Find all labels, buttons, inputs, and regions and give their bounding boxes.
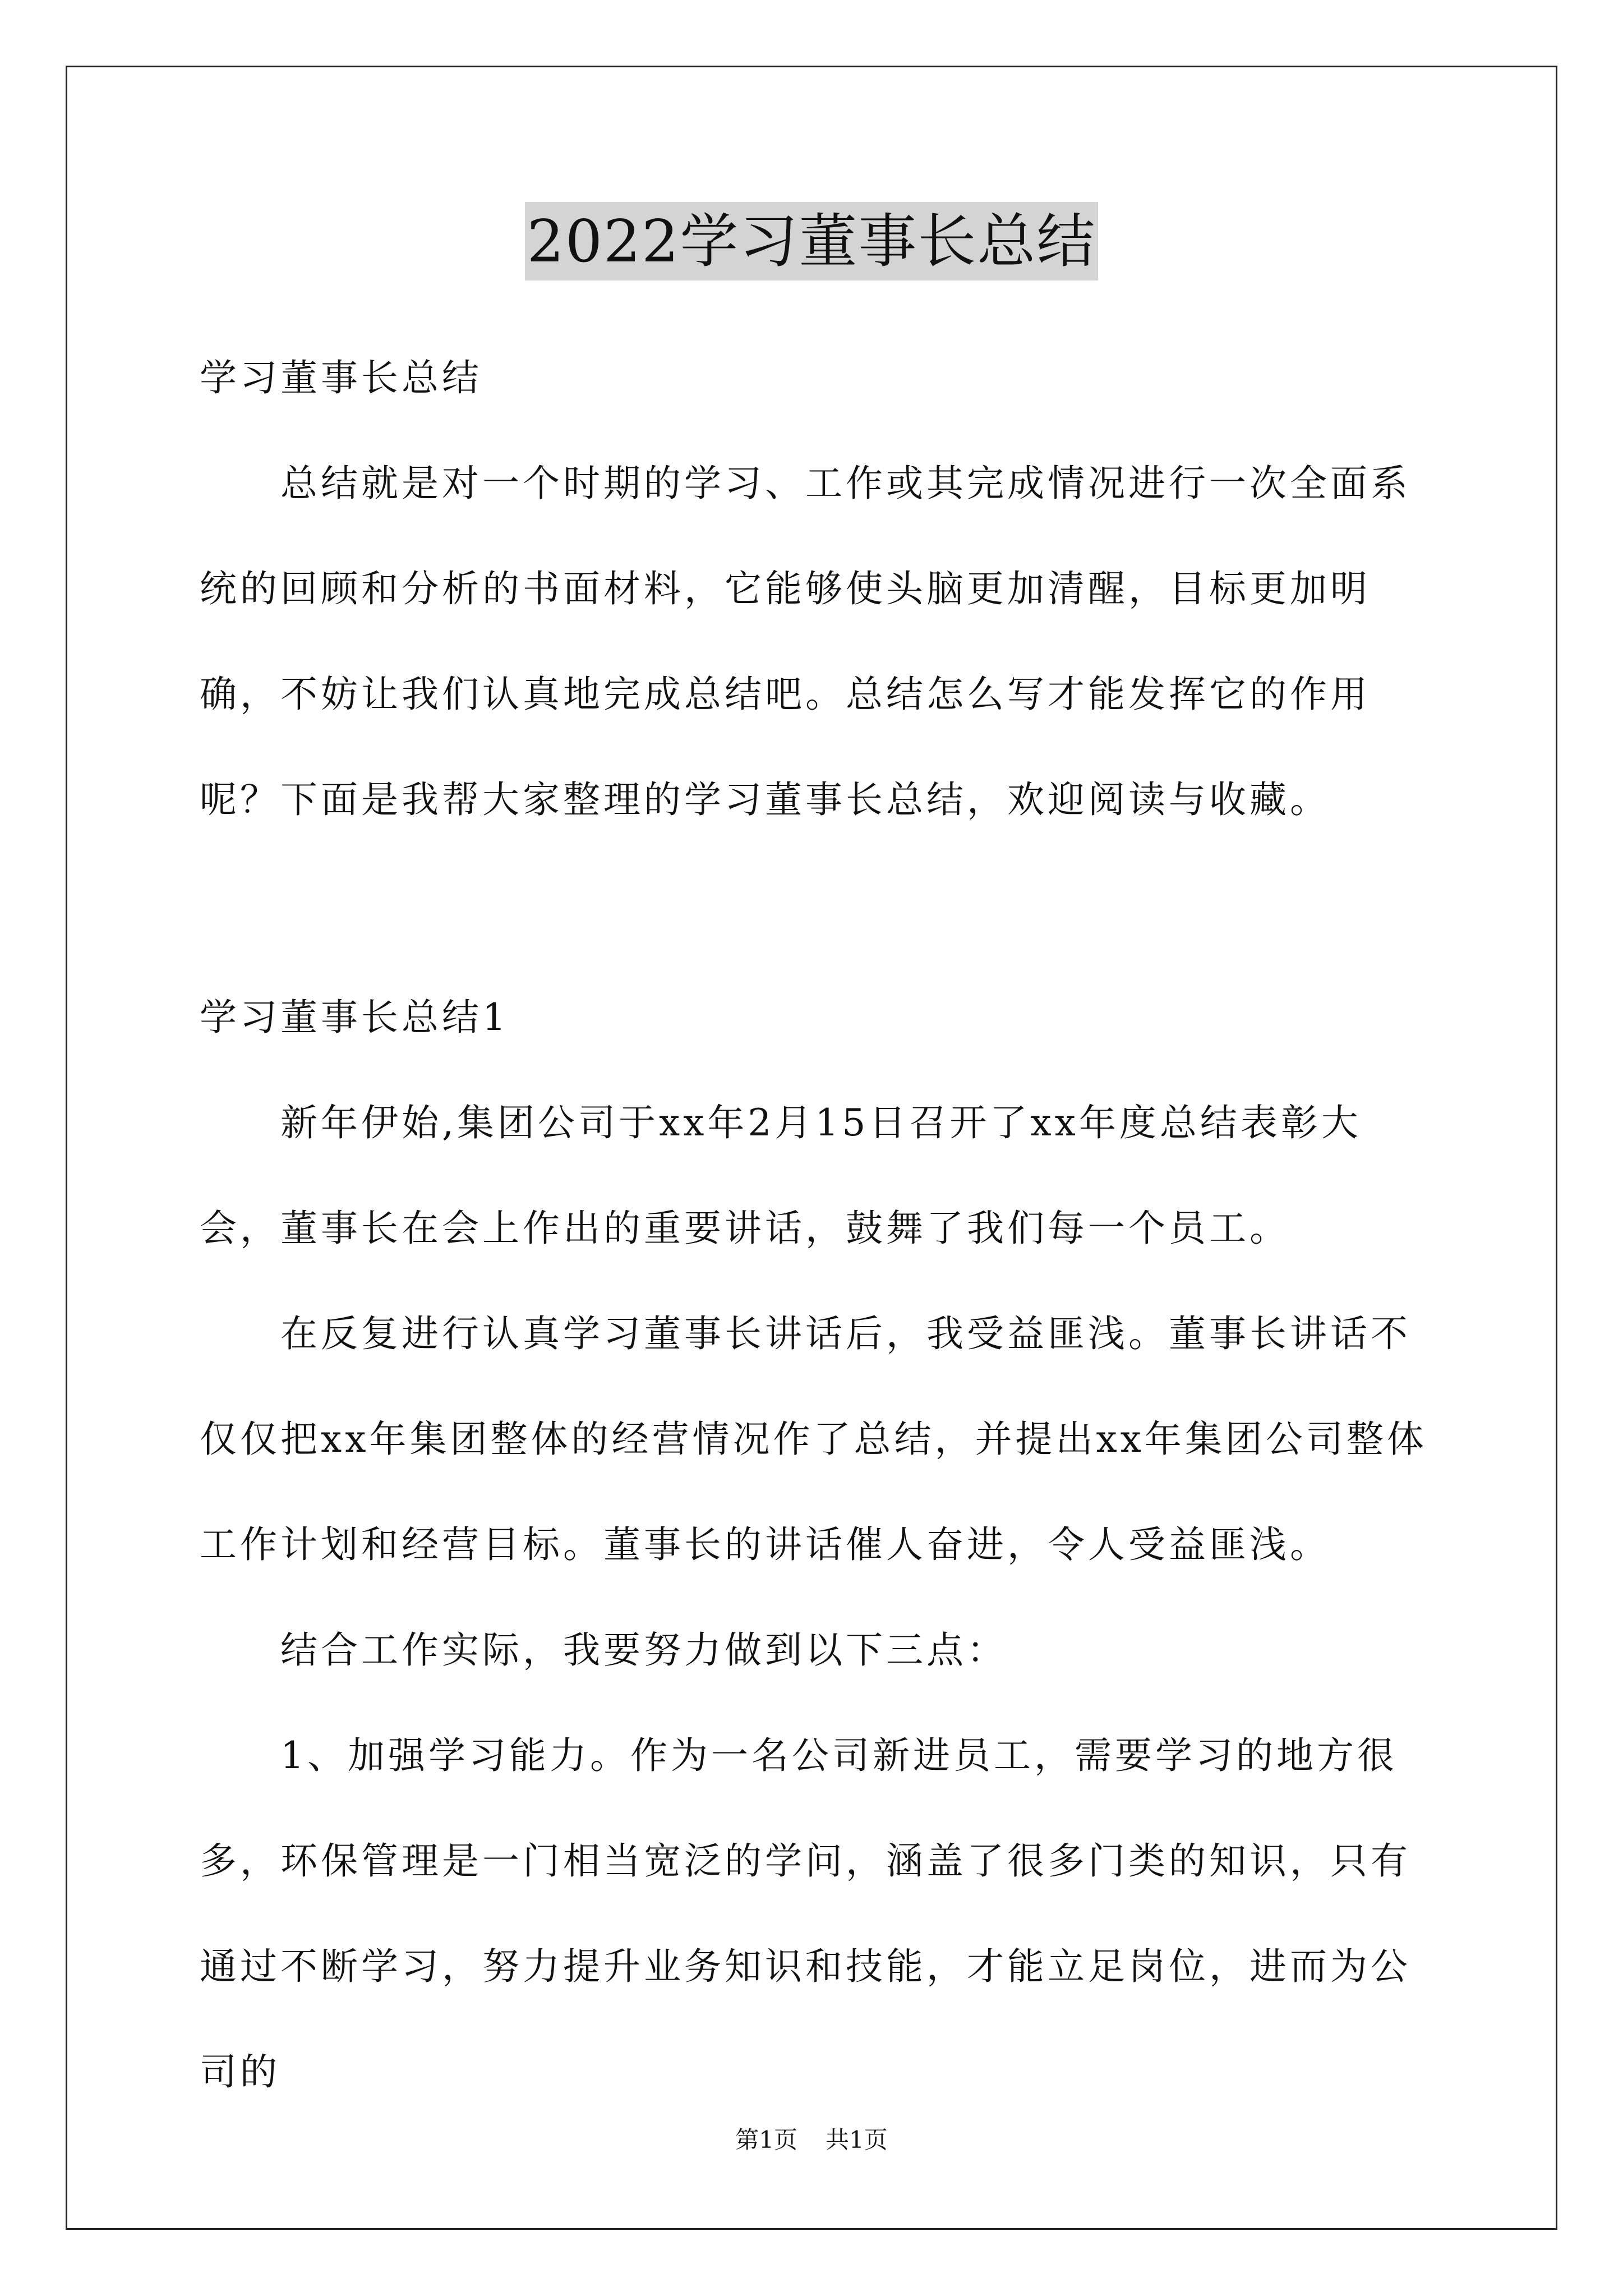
section-1 (200, 965, 1433, 2125)
paragraph: 结合工作实际，我要努力做到以下三点： (280, 1628, 1007, 1672)
document-title: 2022学习董事长总结 (525, 202, 1099, 280)
intro-heading: 学习董事长总结 (200, 356, 482, 399)
intro-paragraph: 总结就是对一个时期的学习、工作或其完成情况进行一次全面系统的回顾和分析的书面材料，它能够使头脑更加清醒，目标更加明确，不妨让我们认真地完成总结吧。总结怎么写才能发挥它的作用呢？下面是我帮大家整理的学习董事长总结，欢迎阅读与收藏。 (200, 462, 1411, 821)
paragraph: 在反复进行认真学习董事长讲话后，我受益匪浅。董事长讲话不仅仅把xx年集团整体的经营情况作了总结，并提出xx年集团公司整体工作计划和经营目标。董事长的讲话催人奋进，令人受益匪浅。 (200, 1312, 1427, 1566)
section-heading: 学习董事长总结1 (200, 996, 509, 1039)
intro-block (200, 325, 1433, 853)
page-number-current: 第1页 (735, 2126, 797, 2154)
paragraph: 新年伊始,集团公司于xx年2月15日召开了xx年度总结表彰大会，董事长在会上作出的重要讲话，鼓舞了我们每一个员工。 (200, 1101, 1362, 1250)
title-container (0, 202, 1623, 280)
page-footer (0, 2123, 1623, 2157)
page-number-total: 共1页 (826, 2126, 888, 2154)
paragraph: 1、加强学习能力。作为一名公司新进员工，需要学习的地方很多，环保管理是一门相当宽泛的学问，涵盖了很多门类的知识，只有通过不断学习，努力提升业务知识和技能，才能立足岗位，进而为公司的 (200, 1734, 1411, 2093)
